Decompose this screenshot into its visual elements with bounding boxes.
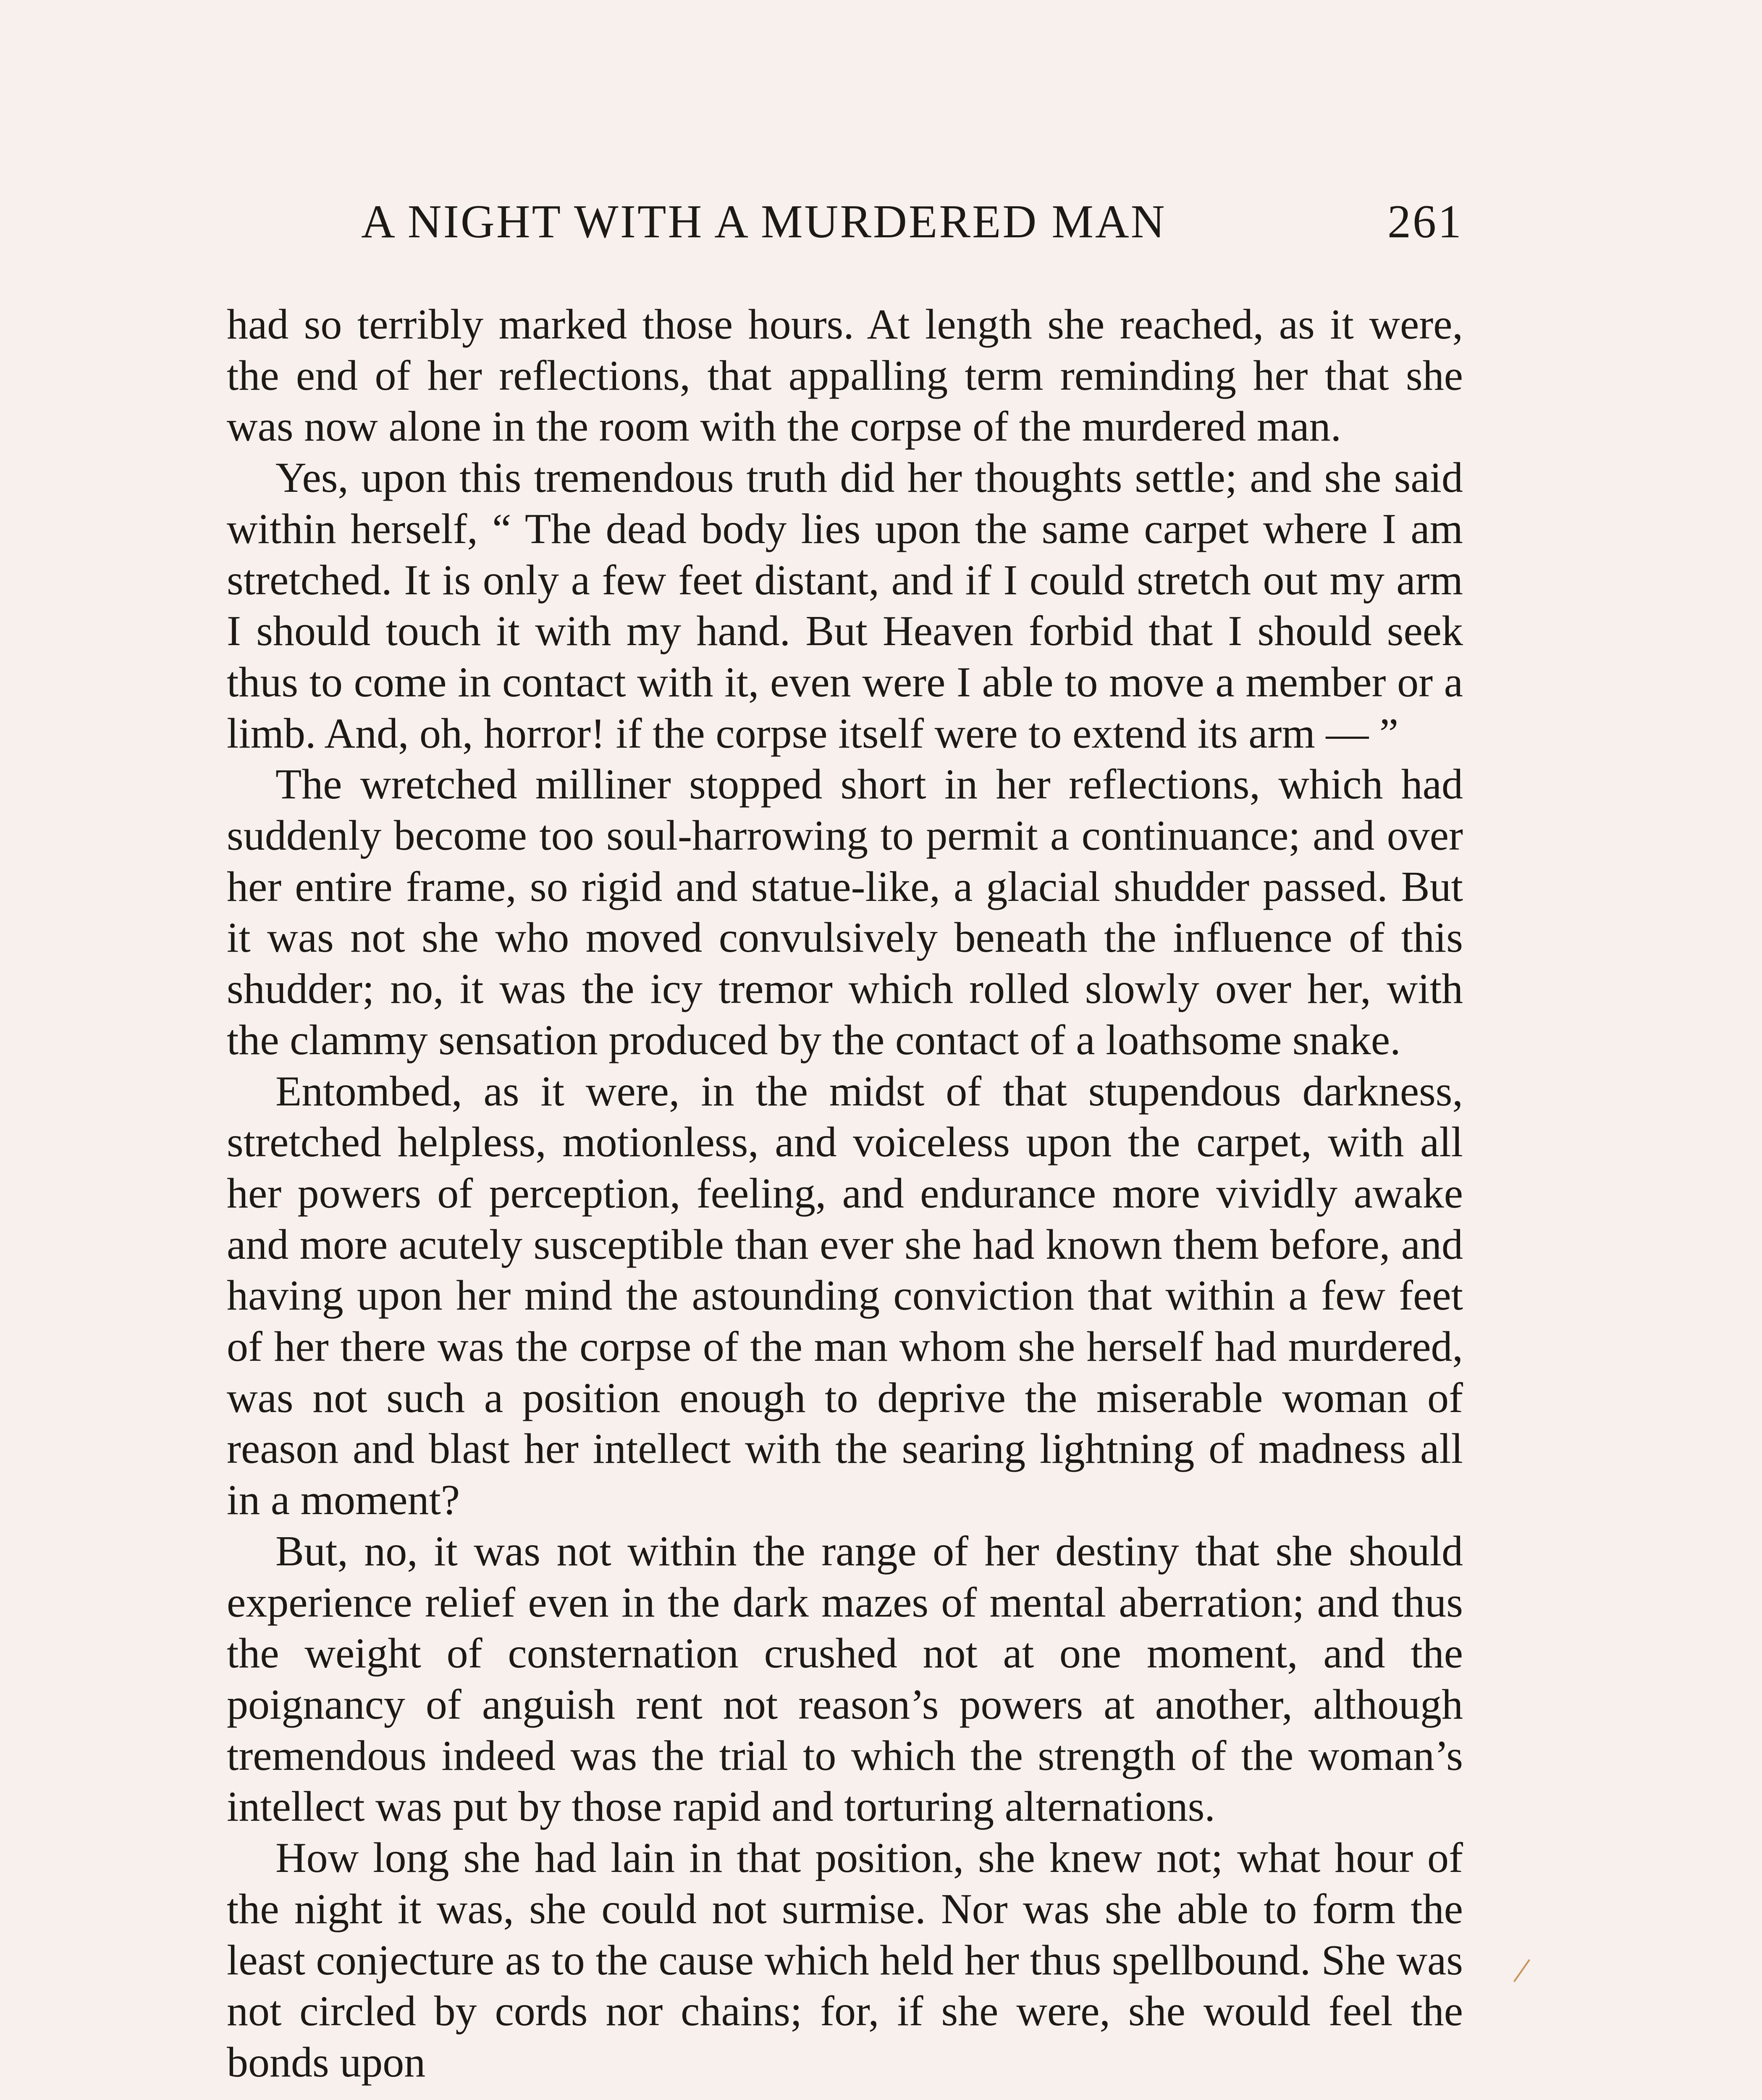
paragraph-1: had so terribly marked those hours. At length she reached, as it were, the end of her reflections, that appalling term reminding her that she was now alone in the room with the corpse of the murdered man.	[227, 301, 1463, 451]
paragraph-2: Yes, upon this tremendous truth did her thoughts settle; and she said within herself, “ The dead body lies upon the same carpet where I am stretched. It is only a few feet distant, and if I could stretch out my arm I should touch it with my hand. But Heaven forbid that I should seek thus to come in contact with it, even were I able to move a member or a limb. And, oh, horror! if the corpse itself were to extend its arm — ”	[227, 454, 1463, 757]
running-header	[227, 197, 1463, 247]
running-title: A NIGHT WITH A MURDERED MAN	[361, 196, 1167, 248]
paragraph-3: The wretched milliner stopped short in her reflections, which had suddenly become too soul-harrowing to permit a continuance; and over her entire frame, so rigid and statue-like, a glacial shudder passed. But it was not she who moved convulsively beneath the influence of this shudder; no, it was the icy tremor which rolled slowly over her, with the clammy sensation produced by the contact of a loathsome snake.	[227, 761, 1463, 1064]
paragraph-6: How long she had lain in that position, she knew not; what hour of the night it was, she could not surmise. Nor was she able to form the least conjecture as to the cause which held her thus spellbound. She was not circled by cords nor chains; for, if she were, she would feel the bonds upon	[227, 1834, 1463, 2086]
page-number: 261	[1387, 196, 1463, 248]
page-body	[227, 299, 1463, 2088]
paragraph-5: But, no, it was not within the range of her destiny that she should experience relief even in the dark mazes of mental aberration; and thus the weight of consternation crushed not at one moment, and the poignancy of anguish rent not reason’s powers at another, although tremendous indeed was the trial to which the strength of the woman’s intellect was put by those rapid and torturing alternations.	[227, 1527, 1463, 1831]
paragraph-4: Entombed, as it were, in the midst of that stupendous darkness, stretched helpless, motionless, and voiceless upon the carpet, with all her powers of perception, feeling, and endurance more vividly awake and more acutely susceptible than ever she had known them before, and having upon her mind the astounding conviction that within a few feet of her there was the corpse of the man whom she herself had murdered, was not such a position enough to deprive the miserable woman of reason and blast her intellect with the searing lightning of madness all in a moment?	[227, 1067, 1463, 1524]
ink-mark	[1513, 1959, 1530, 1982]
